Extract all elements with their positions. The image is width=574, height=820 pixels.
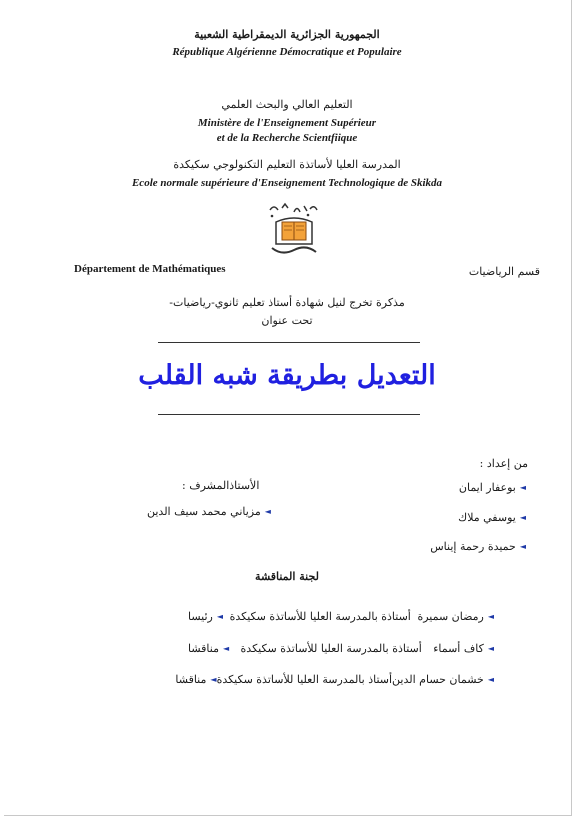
committee-member-row — [188, 642, 494, 655]
title-rule-top — [158, 342, 420, 343]
bullet-icon: ◄ — [487, 612, 494, 621]
header-ar-republic: الجمهورية الجزائرية الديمقراطية الشعبية — [194, 28, 380, 41]
member-name: كاف أسماء — [433, 642, 484, 655]
member-role: مناقشا — [188, 642, 219, 655]
student-name: يوسفي ملاك — [458, 511, 516, 524]
committee-heading: لجنة المناقشة — [255, 570, 319, 583]
bullet-icon: ◄ — [223, 644, 230, 653]
memo-line-1: مذكرة تخرج لنيل شهادة أستاذ تعليم ثانوي-رياضيات- — [169, 296, 405, 309]
bullet-icon: ◄ — [519, 513, 526, 522]
bullet-icon: ◄ — [519, 483, 526, 492]
department-fr: Département de Mathématiques — [74, 263, 226, 275]
student-name: بوعفار ايمان — [458, 481, 516, 494]
student-row — [430, 540, 526, 553]
member-position: أستاذ بالمدرسة العليا للأساتذة سكيكدة — [216, 673, 393, 686]
header-fr-ministry-1: Ministère de l'Enseignement Supérieur — [197, 117, 377, 129]
member-name: خشمان حسام الدين — [392, 673, 484, 686]
member-role: رئيسا — [188, 610, 213, 623]
member-name: رمضان سميرة — [417, 610, 484, 623]
member-position: أستاذة بالمدرسة العليا للأساتذة سكيكدة — [229, 610, 411, 623]
school-logo — [264, 200, 324, 258]
supervisor-row — [147, 505, 271, 518]
supervisor-name: مزياني محمد سيف الدين — [147, 505, 261, 518]
title-rule-bottom — [158, 414, 420, 415]
header-fr-republic: République Algérienne Démocratique et Populaire — [172, 46, 402, 58]
bullet-icon: ◄ — [264, 507, 271, 516]
supervisor-label: الأستاذالمشرف : — [182, 479, 260, 492]
header-ar-ministry: التعليم العالي والبحث العلمي — [221, 98, 353, 111]
bullet-icon: ◄ — [487, 644, 494, 653]
bullet-icon: ◄ — [216, 612, 224, 621]
header-fr-school: Ecole normale supérieure d'Enseignement Technologique de Skikda — [131, 177, 443, 189]
department-ar: قسم الرياضيات — [468, 265, 540, 278]
student-row — [459, 481, 526, 494]
student-name: حميدة رحمة إيناس — [430, 540, 516, 553]
open-book-logo-icon — [264, 200, 324, 258]
bullet-icon: ◄ — [487, 675, 494, 684]
prepared-by-label: من إعداد : — [479, 457, 528, 470]
bullet-icon: ◄ — [519, 542, 526, 551]
member-role: مناقشا — [175, 673, 207, 686]
header-ar-school: المدرسة العليا لأساتذة التعليم التكنولوجي سكيكدة — [173, 158, 401, 171]
header-fr-ministry-2: et de la Recherche Scientfiique — [216, 132, 358, 144]
bullet-icon: ◄ — [210, 675, 217, 684]
committee-member-row — [175, 673, 494, 686]
member-position: أستاذة بالمدرسة العليا للأساتذة سكيكدة — [240, 642, 422, 655]
committee-member-row — [188, 610, 494, 623]
student-row — [458, 511, 526, 524]
memo-line-2: تحت عنوان — [261, 314, 313, 327]
thesis-title: التعديل بطريقة شبه القلب — [138, 360, 436, 391]
